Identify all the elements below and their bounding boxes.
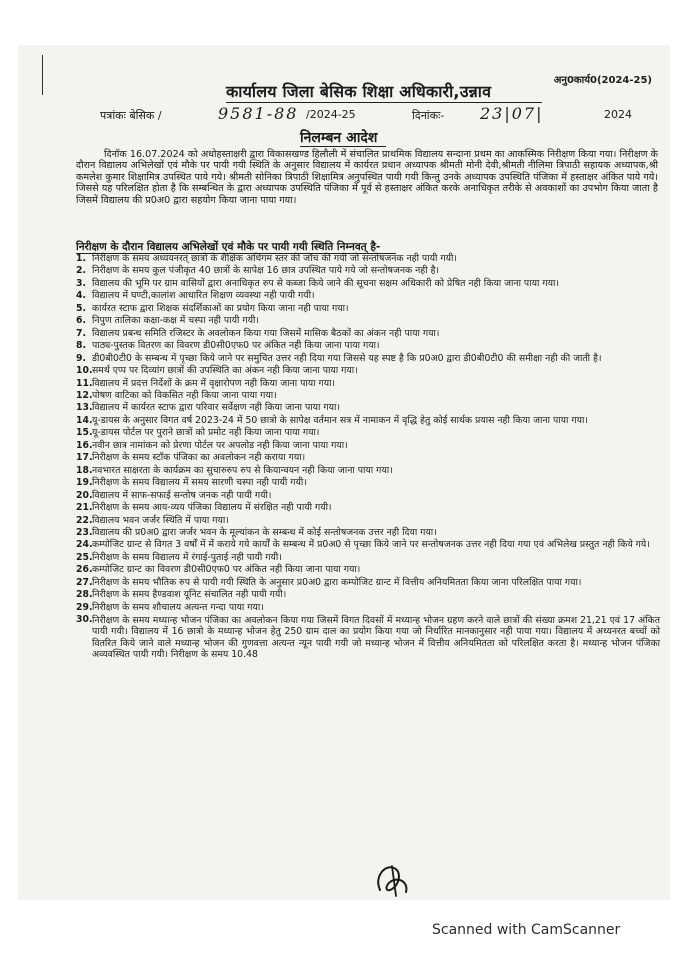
finding-text: निपुण तालिका कक्षा-कक्ष में चस्पा नही पायी गयी। [92, 315, 259, 327]
finding-number: 16. [76, 439, 93, 451]
finding-text: कम्पोजिट ग्रान्ट से विगत 3 वर्षों में में कराये गये कार्यों के सम्बन्ध में प्र0अ0 से पृच्छा किये जाने पर सन्तोषजनक उत्तर नही दिया गया एवं अभिलेख प्रस्तुत नही किये गये। [92, 539, 650, 551]
finding-number: 1. [76, 253, 87, 264]
finding-number: 4. [76, 290, 87, 302]
finding-text: निरीक्षण के समय आय-व्यय पंजिका विद्यालय में संरक्षित नही पायी गयी। [92, 502, 332, 514]
finding-item [76, 254, 660, 265]
finding-number: 20. [76, 489, 93, 501]
finding-number: 17. [76, 452, 93, 464]
finding-number: 12. [76, 389, 93, 401]
finding-text: यू-डायस पोर्टल पर पुराने छात्रों को प्रमोट नही किया जाना पाया गया। [92, 427, 320, 439]
finding-number: 30. [76, 614, 93, 626]
finding-text: विद्यालय में साफ-सफाई सन्तोष जनक नही पायी गयी। [92, 489, 272, 501]
finding-item [76, 291, 660, 302]
reference-code: अनु0कार्य0(2024-25) [553, 75, 652, 86]
finding-item [76, 590, 660, 601]
finding-item [76, 304, 660, 315]
margin-mark [42, 55, 43, 95]
finding-item [76, 603, 660, 614]
finding-text: विद्यालय की प्र0अ0 द्वारा जर्जर भवन के मूल्यांकन के सम्बन्ध में कोई सन्तोषजनक उत्तर नही दिया गया। [92, 526, 437, 538]
finding-number: 19. [76, 477, 93, 489]
date-handwritten: 23|07| [480, 104, 544, 123]
findings-list [76, 254, 660, 662]
finding-text: निरीक्षण के समय कुल पंजीकृत 40 छात्रों के सापेक्ष 16 छात्र उपस्थित पाये गये जो सन्तोषजनक नही है। [92, 265, 440, 277]
scanner-watermark: Scanned with CamScanner [432, 922, 621, 938]
finding-item [76, 279, 660, 290]
finding-text: पोषण वाटिका को विकसित नही किया जाना पाया गया। [92, 389, 277, 401]
finding-text: यू-डायस के अनुसार विगत वर्ष 2023-24 में 50 छात्रो के सापेक्ष वर्तमान सत्र में नामाकन में वृद्धि हेतु कोई सार्थक प्रयास नही किया जाना पाया गया। [92, 414, 588, 426]
finding-number: 15. [76, 427, 93, 439]
finding-number: 9. [76, 352, 87, 364]
finding-number: 25. [76, 551, 93, 563]
finding-number: 24. [76, 539, 93, 551]
finding-item [76, 478, 660, 489]
finding-number: 26. [76, 564, 93, 576]
finding-item [76, 615, 660, 660]
finding-text: कम्पोजिट ग्रान्ट का विवरण डी0सी0एफ0 पर अंकित नही किया जाना पाया गया। [92, 564, 361, 576]
finding-number: 27. [76, 576, 93, 588]
office-title: कार्यालय जिला बेसिक शिक्षा अधिकारी,उन्नाव [226, 82, 492, 101]
finding-item [76, 491, 660, 502]
finding-text: निरीक्षण के समय स्टॉक पंजिका का अवलोकन नही कराया गया। [92, 452, 306, 464]
finding-item [76, 503, 660, 514]
finding-number: 8. [76, 340, 87, 352]
finding-text: विद्यालय में घण्टी,कालांश आधारित शिक्षण व्यवस्था नही पायी गयी। [92, 290, 315, 302]
finding-item [76, 354, 660, 365]
finding-item [76, 528, 660, 539]
finding-text: निरीक्षण के समय विद्यालय में समय सारणी चस्पा नही पायी गयी। [92, 477, 307, 489]
finding-text: निरीक्षण के समय हैण्डवाश यूनिट संचालित नही पायी गयी। [92, 589, 287, 601]
finding-text: नवभारत साक्षरता के कार्यक्रम का सुचारुरुप रुप से कियान्वयन नही किया जाना पाया गया। [92, 464, 393, 476]
finding-item [76, 329, 660, 340]
finding-number: 10. [76, 365, 93, 377]
finding-text: डी0बी0टी0 के सम्बन्ध में पृच्छा किये जाने पर समुचित उत्तर नही दिया गया जिससे यह स्पष्ट है कि प्र0अ0 द्वारा डी0बी0टी0 की समीक्षा नही की जाती है। [92, 352, 602, 364]
office-title-underline [226, 102, 542, 103]
letter-number-label: पत्रांकः बेसिक / [100, 109, 162, 122]
finding-text: निरीक्षण के समय शौचालय अत्यन्त गन्दा पाया गया। [92, 601, 264, 613]
finding-item [76, 266, 660, 277]
finding-text: निरीक्षण के समय विद्यालय में रंगाई-पुताई नही पायी गयी। [92, 551, 282, 563]
finding-number: 14. [76, 414, 93, 426]
finding-item [76, 516, 660, 527]
finding-item [76, 553, 660, 564]
finding-item [76, 316, 660, 327]
finding-item [76, 416, 660, 427]
finding-number: 2. [76, 265, 87, 277]
finding-item [76, 428, 660, 439]
finding-number: 22. [76, 514, 93, 526]
finding-number: 5. [76, 302, 87, 314]
finding-text: कार्यरत स्टाफ द्वारा शिक्षक संदर्शिकाओं का प्रयोग किया जाना नही पाया गया। [92, 302, 349, 314]
finding-item [76, 403, 660, 414]
finding-text: निरीक्षण के समय मध्यान्ह भोजन पंजिका का अवलोकन किया गया जिसमें विगत दिवसों में मध्यान्ह भोजन ग्रहण करने वाले छात्रों की संख्या क्रमश 21,21 एवं 17 अंकित पायी गयी। विद्यालय में 16 छात्रो के मध्यान्ह भोजन हेतु 250 ग्राम दाल का प्रयोग किया गया जो निर्धारित मानकानुसार नही पाया गया। विद्यालय में अध्यनरत बच्चों को वितरित किये जाने वाले मध्यान्ह भोजन की गुणवत्ता अत्यन्त न्यून पायी गयी जो मध्यान्ह भोजन में वित्तीय अनियमितता को परिलक्षित करता है। मध्यान्ह भोजन पंजिका अव्यवस्थित पायी गयी। निरीक्षण के समय 10.48 [92, 615, 660, 661]
finding-item [76, 453, 660, 464]
finding-item [76, 379, 660, 390]
finding-number: 21. [76, 502, 93, 514]
finding-item [76, 366, 660, 377]
finding-item [76, 341, 660, 352]
finding-item [76, 578, 660, 589]
finding-text: निरीक्षण के समय भौतिक रुप से पायी गयी स्थिति के अनुसार प्र0अ0 द्वारा कम्पोजिट ग्रान्ट में वित्तीय अनियमितता किया जाना परिलक्षित पाया गया। [92, 576, 582, 588]
finding-number: 23. [76, 526, 93, 538]
letter-year: /2024-25 [306, 108, 356, 121]
finding-text: विद्यालय की भूमि पर ग्राम वासियों द्वारा अनाधिकृत रुप से कब्जा किये जाने की सूचना सक्षम अधिकारी को प्रेषित नही किया जाना पाया गया। [92, 277, 559, 289]
finding-number: 7. [76, 327, 87, 339]
finding-item [76, 466, 660, 477]
finding-text: समर्थ एप्प पर दिव्यांग छात्रों की उपस्थिति का अंकन नही किया जाना पाया गया। [92, 365, 358, 377]
date-label: दिनांकः- [412, 109, 445, 122]
finding-item [76, 391, 660, 402]
signature-mark [372, 860, 416, 900]
finding-number: 29. [76, 601, 93, 613]
finding-text: निरीक्षण के समय अध्ययनरत् छात्रों के शैक्षिक अधिगम स्तर की जॉच की गयी जो सन्तोषजनक नही पायी गयी। [92, 253, 457, 264]
letter-number-handwritten: 9581-88 [218, 104, 299, 123]
finding-text: विद्यालय में कार्यरत स्टाफ द्वारा परिवार सर्वेक्षण नही किया जाना पाया गया। [92, 402, 340, 414]
finding-number: 11. [76, 377, 93, 389]
finding-number: 18. [76, 464, 93, 476]
finding-number: 28. [76, 589, 93, 601]
order-title-underline [300, 146, 386, 147]
finding-item [76, 540, 660, 551]
finding-text: नवीन छात्र नामांकन को प्रेरणा पोर्टल पर अपलोड नही किया जाना पाया गया। [92, 439, 348, 451]
findings-heading: निरीक्षण के दौरान विद्यालय अभिलेखों एवं मौके पर पायी गयी स्थिति निम्नवत् है- [76, 241, 381, 253]
finding-text: विद्यालय भवन जर्जर स्थिति में पाया गया। [92, 514, 229, 526]
intro-paragraph: दिनॉक 16.07.2024 को अधोहस्ताक्षरी द्वारा विकासखण्ड हिलौली में संचालित प्राथमिक विद्यालय सन्दाना प्रथम का आकस्मिक निरीक्षण किया गया। निरीक्षण के दौरान विद्यालय अभिलेखों एवं मौके पर पायी गयी स्थिति के अनुसार विद्यालय में कार्यरत प्रधान अध्यापक श्रीमती मोनी देवी,श्रीमती नीलिमा त्रिपाठी सहायक अध्यापक,श्री कमलेश कुमार शिक्षामित्र उपस्थित पाये गये। श्रीमती सोनिका त्रिपाठी शिक्षामित्र अनुपस्थित पायी गयी किन्तु उनके अध्यापक उपस्थिति पंजिका में हस्ताक्षर अंकित पाये गये। जिससे यह परिलक्षित होता है कि सम्बन्धित के द्वारा अध्यापक उपस्थिति पंजिका में पूर्व से हस्ताक्षर अंकित करके अनाधिकृत तरीके से अवकाशों का उपभोग किया जाता है जिसमें विद्यालय की प्र0अ0 द्वारा सहयोग किया जाना पाया गया। [76, 149, 658, 206]
date-year: 2024 [604, 108, 632, 121]
order-title: निलम्बन आदेश [300, 130, 378, 146]
finding-number: 3. [76, 277, 87, 289]
finding-text: विद्यालय प्रबन्ध समिति रजिस्टर के अवलोकन किया गया जिसमें मासिक बैठकों का अंकन नही पाया गया। [92, 327, 440, 339]
finding-item [76, 565, 660, 576]
finding-text: पाठ्य-पुस्तक वितरण का विवरण डी0सी0एफ0 पर अंकित नही किया जाना पाया गया। [92, 340, 380, 352]
finding-text: विद्यालय में प्रदत्त निर्देशों के क्रम में वृक्षारोपण नही किया जाना पाया गया। [92, 377, 336, 389]
finding-number: 6. [76, 315, 87, 327]
finding-number: 13. [76, 402, 93, 414]
letter-reference-row [100, 106, 640, 128]
finding-item [76, 441, 660, 452]
